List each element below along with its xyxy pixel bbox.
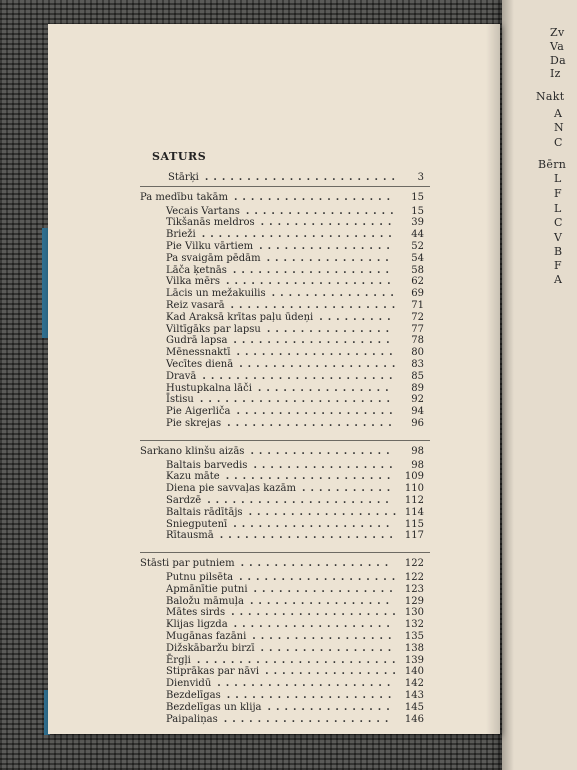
page-number: 69 (411, 288, 424, 300)
page-number: 115 (404, 518, 424, 530)
leader-dots: .................... (225, 471, 396, 483)
page-number: 98 (411, 445, 424, 457)
toc-entry (166, 206, 424, 218)
toc-entry (166, 383, 424, 395)
page-number: 96 (411, 418, 424, 429)
toc-entry (166, 300, 424, 312)
right-page-line: B (554, 245, 563, 258)
toc-entry (166, 241, 424, 253)
toc-entry (166, 324, 424, 336)
page-number: 71 (411, 300, 424, 311)
page-number: 3 (417, 172, 424, 183)
page-number: 122 (404, 558, 424, 570)
leader-dots: ................... (239, 359, 401, 370)
page-number: 62 (411, 276, 424, 288)
page-number: 145 (404, 701, 424, 713)
toc-entry (166, 217, 424, 229)
right-page-line: C (554, 216, 563, 229)
leader-dots: ................. (250, 445, 395, 457)
toc-entry (166, 276, 424, 288)
entry-title: Lāča ķetnās (166, 264, 227, 276)
entry-title: Reiz vasarā (166, 300, 225, 311)
toc-section (140, 192, 424, 204)
toc-entry (166, 312, 424, 324)
page-number: 52 (411, 241, 424, 252)
page-number: 138 (404, 642, 424, 654)
toc-entry (166, 359, 424, 371)
entry-title: Tikšanās meldros (166, 217, 255, 229)
entry-title: Mātes sirds (166, 607, 226, 619)
right-page-line: Da (550, 54, 566, 67)
page-number: 112 (404, 495, 424, 506)
toc-entry (166, 418, 424, 430)
right-page-line: Va (550, 40, 565, 53)
entry-title: Brieži (166, 229, 196, 241)
toc-entry (166, 584, 424, 596)
toc-entry (168, 172, 424, 184)
leader-dots: .................... (230, 300, 401, 311)
entry-title: Mēnessnaktī (166, 347, 231, 359)
leader-dots: .................. (248, 506, 402, 518)
entry-title: Diena pie savvaļas kazām (166, 483, 296, 495)
toc-entry (166, 619, 424, 631)
toc-entry (166, 655, 424, 667)
page-number: 146 (404, 713, 424, 725)
page-number: 80 (411, 347, 424, 359)
entry-title: Apmānītie putni (166, 583, 248, 595)
entry-title: Rītausmā (166, 530, 214, 542)
entry-title: Klijas ligzda (166, 619, 228, 631)
entry-title: Pie Aigerliča (166, 406, 231, 418)
page-number: 39 (411, 217, 424, 229)
entry-title: Baltais barvedis (166, 459, 248, 471)
right-page-line: F (554, 259, 562, 272)
page-number: 114 (404, 506, 424, 518)
entry-title: Pa svaigām pēdām (166, 252, 261, 264)
section-title: Sarkano klinšu aizās (140, 445, 245, 457)
page-number: 58 (411, 264, 424, 276)
page-number: 44 (411, 229, 424, 241)
page-number: 89 (411, 382, 424, 394)
right-page-line: Zv (550, 26, 565, 39)
leader-dots: ............... (271, 288, 399, 300)
page-number: 143 (404, 690, 424, 701)
leader-dots: .................... (227, 418, 397, 429)
page-number: 92 (411, 394, 424, 406)
toc-entry (166, 371, 424, 383)
leader-dots: ................... (233, 619, 395, 631)
entry-title: Sardzē (166, 495, 202, 506)
page-number: 117 (404, 530, 424, 542)
section-divider (140, 552, 430, 553)
right-page-line: Iz (550, 67, 561, 80)
entry-title: Putnu pilsēta (166, 572, 234, 583)
leader-dots: ........................ (196, 654, 401, 666)
right-page-line: C (554, 136, 563, 149)
right-page-line: V (554, 231, 563, 244)
leader-dots: ............... (266, 252, 394, 264)
entry-title: Dravā (166, 370, 197, 382)
leader-dots: .................... (231, 607, 401, 619)
toc-entry (166, 666, 424, 678)
right-page-line: A (554, 273, 563, 286)
entry-title: Hustupkalna lāči (166, 382, 252, 394)
entry-title: Lācis un mežakuilis (166, 288, 266, 300)
toc-entry (166, 678, 424, 690)
page-number: 139 (404, 654, 424, 666)
right-page-line: L (554, 202, 562, 215)
leader-dots: .................. (245, 205, 399, 217)
entry-title: Vecais Vartans (166, 205, 240, 217)
leader-dots: ................. (252, 631, 397, 642)
leader-dots: ............... (266, 323, 395, 335)
page-number: 130 (404, 607, 424, 619)
toc-entry (166, 288, 424, 300)
section-divider (140, 186, 430, 187)
toc-entry (166, 530, 424, 542)
leader-dots: ....................... (201, 229, 397, 241)
page-number: 72 (411, 311, 424, 323)
section-title: Pa medību takām (140, 191, 228, 203)
right-page-line: L (554, 172, 562, 185)
page-number: 123 (404, 583, 424, 595)
entry-title: Baložu māmuļa (166, 595, 244, 607)
leader-dots: ................ (265, 666, 401, 678)
page-number: 132 (404, 619, 424, 631)
leader-dots: .................. (240, 558, 394, 570)
leader-dots: ................. (253, 459, 398, 471)
entry-title: Bezdelīgas un klija (166, 701, 262, 713)
entry-title: Sniegputenī (166, 518, 228, 530)
toc-entry (166, 690, 424, 702)
right-page-line: N (554, 121, 564, 134)
toc-entry (166, 495, 424, 507)
leader-dots: ..................... (219, 530, 398, 542)
leader-dots: ................... (233, 335, 395, 347)
toc-entry (166, 229, 424, 241)
toc-entry (166, 507, 424, 519)
toc-entry (166, 253, 424, 265)
leader-dots: ................ (260, 642, 397, 654)
page-number: 77 (411, 323, 424, 335)
entry-title: Stiprākas par nāvi (166, 666, 260, 678)
leader-dots: ................. (249, 595, 395, 607)
right-page-line: Nakt (536, 90, 565, 103)
leader-dots: ...................... (207, 495, 394, 506)
entry-title: Ērgļi (166, 654, 191, 666)
leader-dots: ................ (260, 217, 397, 229)
toc-entry (166, 265, 424, 277)
right-page-line: A (554, 107, 563, 120)
entry-title: Gudrā lapsa (166, 335, 228, 347)
page-number: 78 (411, 335, 424, 347)
entry-title: Dienvidū (166, 678, 212, 690)
toc-section (140, 558, 424, 570)
toc-section (140, 446, 424, 458)
entry-title: Mugānas fazāni (166, 631, 247, 642)
leader-dots: ................ (259, 241, 395, 252)
entry-title: Vilka mērs (166, 276, 220, 288)
leader-dots: ................... (236, 347, 398, 359)
leader-dots: .................... (226, 690, 397, 701)
toc-entry (166, 596, 424, 608)
page-number: 85 (411, 370, 424, 382)
page-number: 94 (411, 406, 424, 418)
leader-dots: ................... (236, 406, 398, 418)
toc-entry (166, 335, 424, 347)
leader-dots: ................... (233, 518, 395, 530)
right-page-line: Bērn (538, 158, 567, 171)
right-page-line: F (554, 187, 562, 200)
entry-title: Pie Vilku vārtiem (166, 241, 254, 252)
page-number: 122 (404, 572, 424, 583)
entry-title: Īstisu (166, 394, 194, 406)
toc-entry (166, 483, 424, 495)
leader-dots: ............... (267, 701, 395, 713)
page-number: 135 (404, 631, 424, 642)
toc-entry (166, 702, 424, 714)
page-number: 54 (411, 252, 424, 264)
toc-entry (166, 519, 424, 531)
toc-heading: SATURS (152, 150, 207, 163)
page-number: 110 (404, 483, 424, 495)
leader-dots: ........... (301, 483, 396, 495)
leader-dots: ................. (253, 583, 398, 595)
page-number: 129 (404, 595, 424, 607)
page-number: 15 (411, 191, 424, 203)
entry-title: Dižskābaržu birzī (166, 642, 255, 654)
entry-title: Bezdelīgas (166, 690, 221, 701)
toc-entry (166, 631, 424, 643)
leader-dots: ................ (257, 382, 394, 394)
leader-dots: .................... (223, 713, 394, 725)
toc-entry (166, 643, 424, 655)
page-number: 15 (411, 205, 424, 217)
section-title: Stāsti par putniem (140, 558, 235, 570)
leader-dots: ................... (233, 191, 396, 203)
toc-entry (166, 460, 424, 472)
page-number: 98 (411, 459, 424, 471)
entry-title: Viltīgāks par lapsu (166, 323, 261, 335)
page-number: 140 (404, 666, 424, 678)
leader-dots: ....................... (202, 370, 398, 382)
page-number: 109 (404, 471, 424, 483)
toc-entry (166, 394, 424, 406)
leader-dots: ................... (239, 572, 401, 583)
toc-entry (166, 347, 424, 359)
toc-entry (166, 607, 424, 619)
leader-dots: ..................... (217, 678, 396, 690)
entry-title: Pie skrejas (166, 418, 222, 429)
section-divider (140, 440, 430, 441)
leader-dots: ................... (232, 264, 395, 276)
entry-title: Paipaliņas (166, 713, 218, 725)
toc-entry (166, 406, 424, 418)
leader-dots: ....................... (199, 394, 395, 406)
page-number: 142 (404, 678, 424, 690)
leader-dots: ......... (319, 311, 396, 323)
leader-dots: .................... (225, 276, 396, 288)
page-number: 83 (411, 359, 424, 370)
leader-dots: ....................... (204, 172, 400, 183)
entry-title: Kazu māte (166, 471, 220, 483)
entry-title: Vecītes dienā (166, 359, 234, 370)
entry-title: Stārķi (168, 172, 199, 183)
entry-title: Baltais rādītājs (166, 506, 243, 518)
toc-entry (166, 572, 424, 584)
toc-entry (166, 471, 424, 483)
toc-entry (166, 714, 424, 726)
entry-title: Kad Araksā krītas paļu ūdeņi (166, 311, 314, 323)
